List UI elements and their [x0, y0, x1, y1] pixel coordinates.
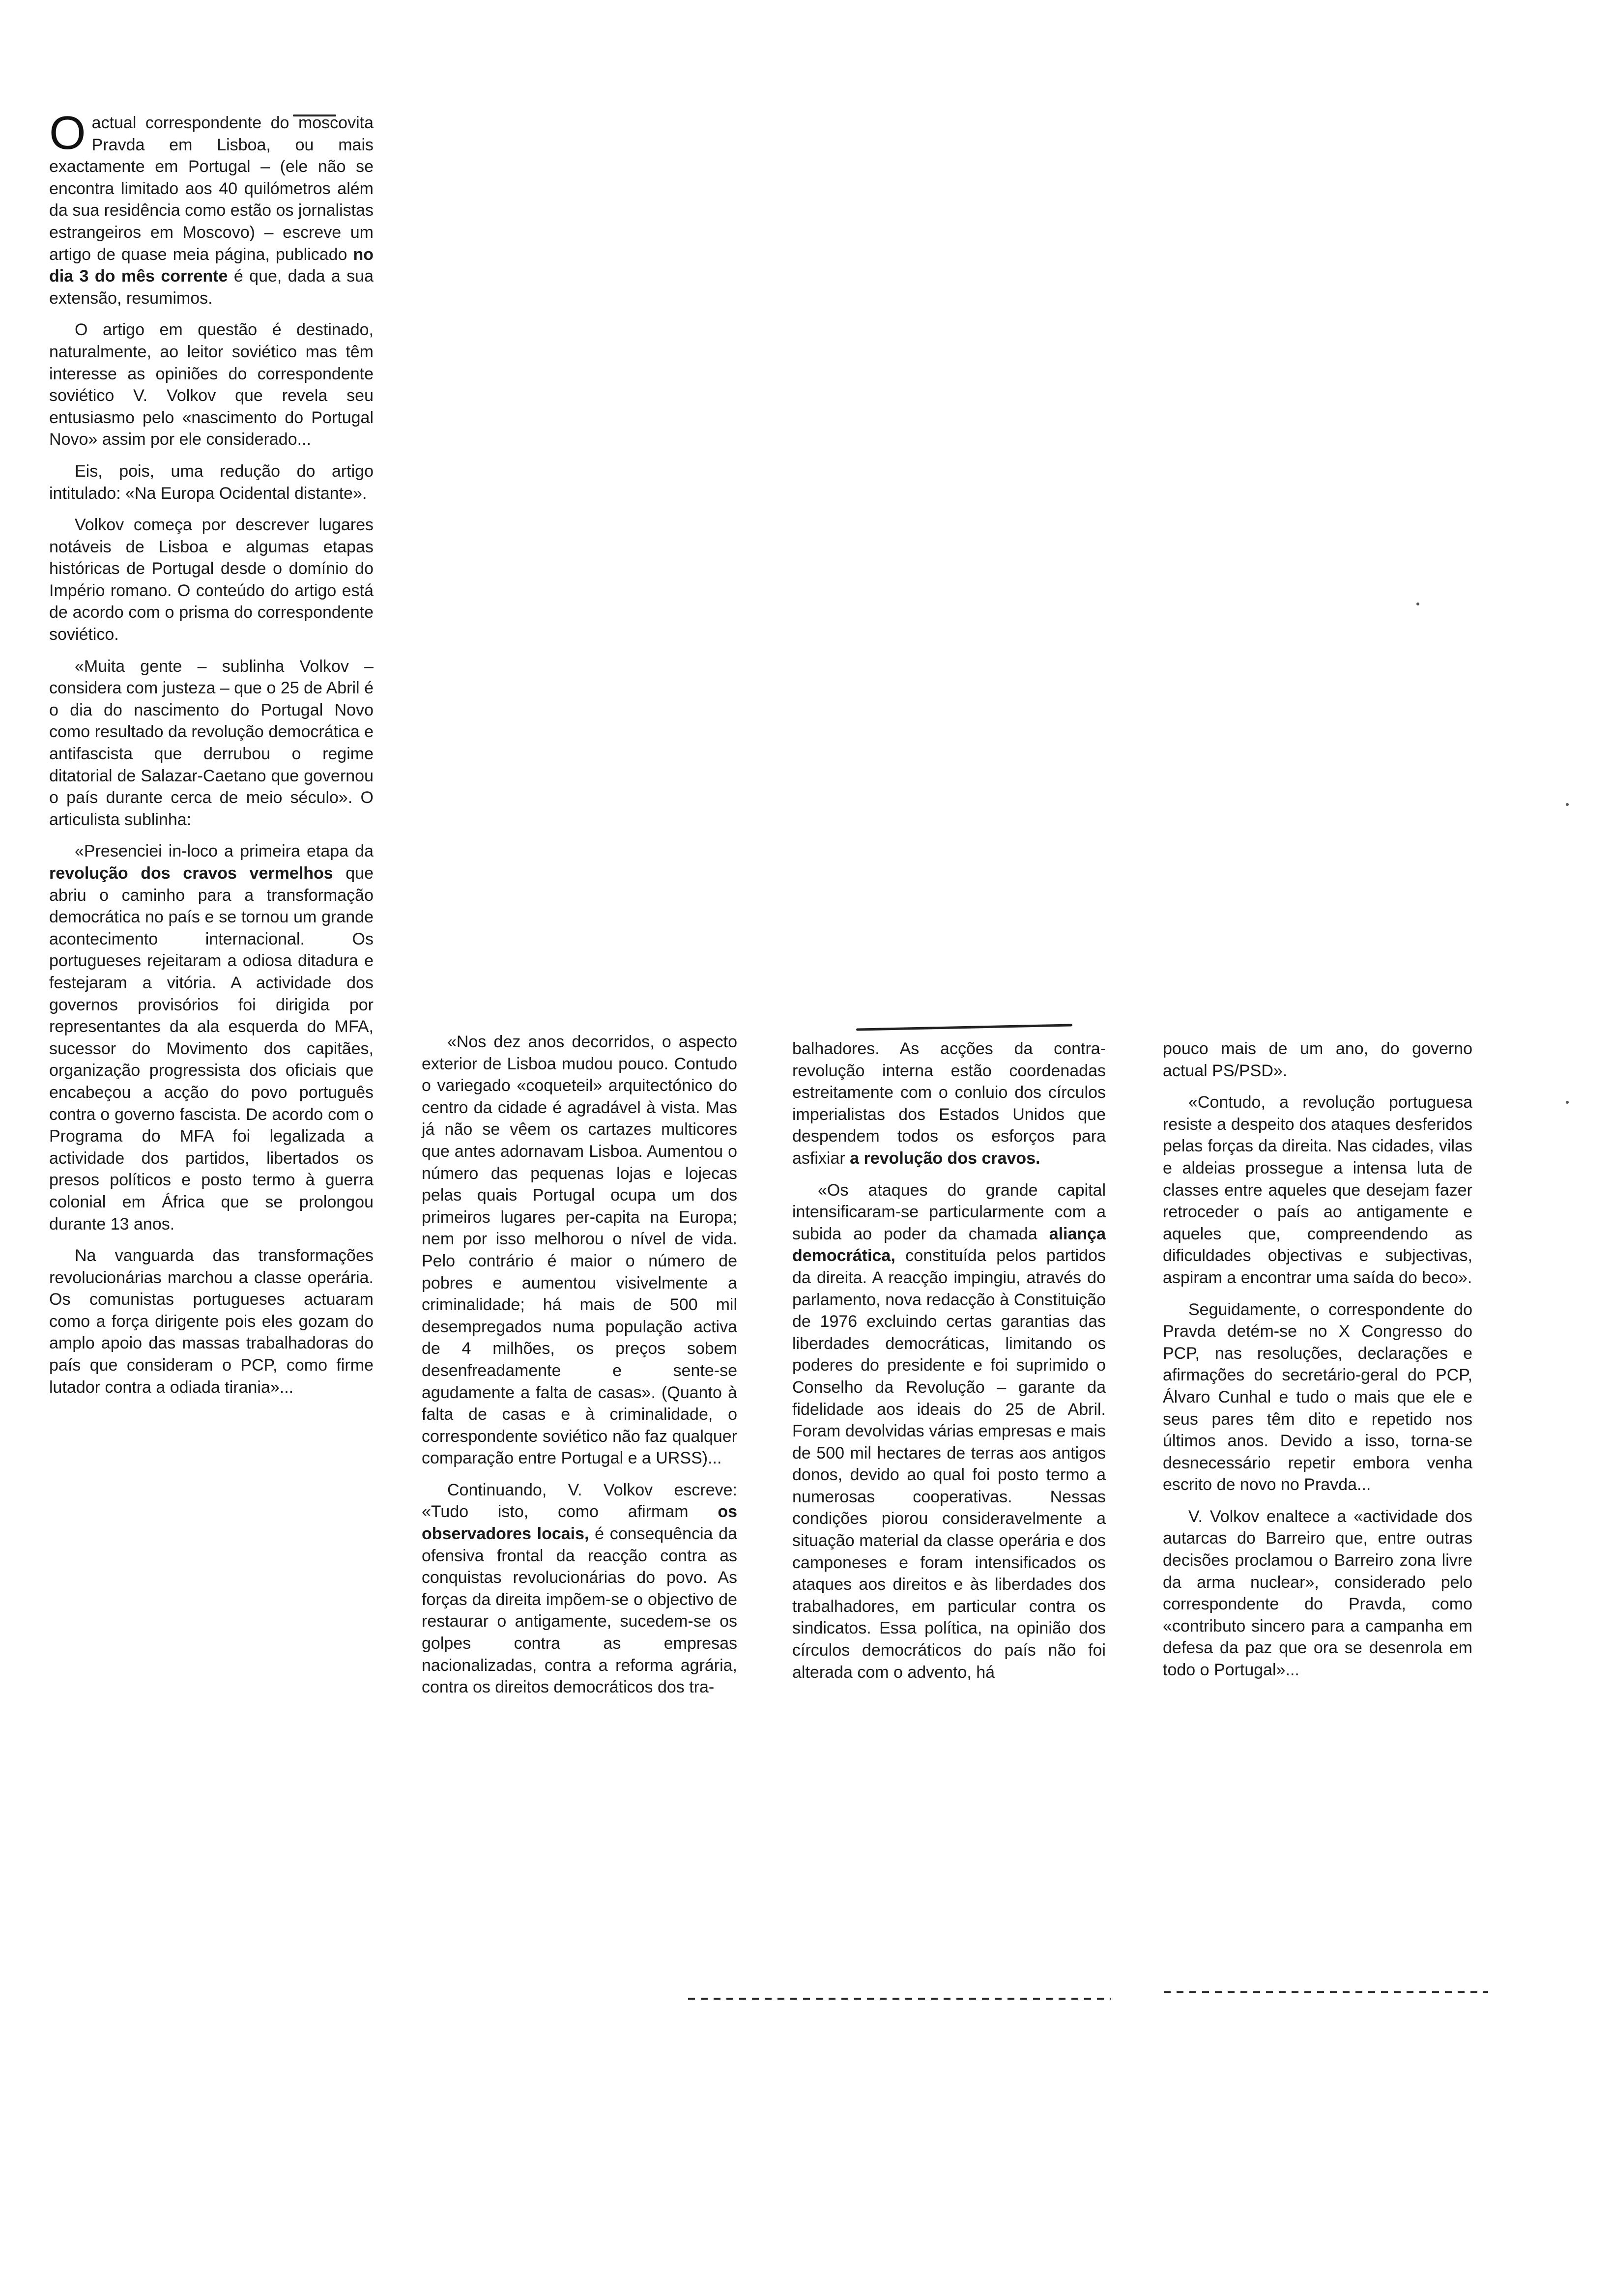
paragraph: Volkov começa por descrever lugares notáveis de Lisboa e algumas etapas históricas de Portugal desde o domínio do Império romano. O conteúdo do artigo está de acordo com o prisma do correspondente soviético.	[49, 516, 374, 644]
paragraph: Seguidamente, o correspondente do Pravda detém-se no X Congresso do PCP, nas resoluções, declarações e afirmações do secretário-geral do PCP, Álvaro Cunhal e tudo o mais que ele e seus pares têm dito e repetido nos últimos anos. Devido a isso, torna-se desnecessário repetir embora venha escrito de novo no Pravda...	[1163, 1300, 1472, 1494]
column-rule-col3	[856, 1024, 1072, 1031]
drop-cap: O	[49, 107, 86, 159]
paragraph: V. Volkov enaltece a «actividade dos autarcas do Barreiro que, entre outras decisões proclamou o Barreiro zona livre da arma nuclear», considerado pelo correspondente do Pravda, como «contributo sincero para a campanha em defesa da paz que ora se desenrola em todo o Portugal»...	[1163, 1507, 1472, 1680]
paragraph: pouco mais de um ano, do governo actual PS/PSD».	[1163, 1039, 1472, 1080]
margin-mark-2	[1566, 803, 1569, 806]
paragraph: «Os ataques do grande capital intensificaram-se particularmente com a subida ao poder da chamada aliança democrática, constituída pelos partidos da direita. A reacção impingiu, através do parlamento, nova redacção à Constituição de 1976 excluindo certas garantias das liberdades democráticas, limitando os poderes do presidente e foi suprimido o Conselho da Revolução – garante da fidelidade aos ideais do 25 de Abril. Foram devolvidas várias empresas e mais de 500 mil hectares de terras aos antigos donos, devido ao qual foi posto termo a numerosas cooperativas. Nessas condições piorou consideravelmente a situação material da classe operária e dos camponeses e foram intensificados os ataques aos direitos e às liberdades dos trabalhadores, em particular contra os sindicatos. Essa política, na opinião dos círculos democráticos do país não foi alterada com o advento, há	[792, 1180, 1106, 1682]
article-column-3	[792, 1038, 1106, 1683]
paragraph: «Presenciei in-loco a primeira etapa da revolução dos cravos vermelhos que abriu o caminho para a transformação democrática no país e se tornou um grande acontecimento internacional. Os portugueses rejeitaram a odiosa ditadura e festejaram a vitória. A actividade dos governos provisórios foi dirigida por representantes da ala esquerda do MFA, sucessor do Movimento dos capitães, organização progressista dos oficiais que encabeçou a acção do povo português contra o governo fascista. De acordo com o Programa do MFA foi legalizada a actividade dos partidos, libertados os presos políticos e posto termo à guerra colonial em África que se prolongou durante 13 anos.	[49, 842, 374, 1234]
paragraph: O actual correspondente do moscovita Pravda em Lisboa, ou mais exactamente em Portugal – (ele não se encontra limitado aos 40 quilómetros além da sua residência como estão os jornalistas estrangeiros em Moscovo) – escreve um artigo de quase meia página, publicado no dia 3 do mês corrente é que, dada a sua extensão, resumimos.	[49, 107, 374, 308]
paragraph: Na vanguarda das transformações revolucionárias marchou a classe operária. Os comunistas portugueses actuaram como a força dirigente pois eles gozam do amplo apoio das massas trabalhadoras do país que consideram o PCP, como firme lutador contra a odiada tirania»...	[49, 1246, 374, 1397]
article-column-2	[422, 1031, 737, 1698]
paragraph: balhadores. As acções da contra-revolução interna estão coordenadas estreitamente com o conluio dos círculos imperialistas dos Estados Unidos que despendem todos os esforços para asfixiar a revolução dos cravos.	[792, 1039, 1106, 1168]
paragraph: «Contudo, a revolução portuguesa resiste a despeito dos ataques desferidos pelas forças da direita. Nas cidades, vilas e aldeias prossegue a intensa luta de classes entre aqueles que desejam fazer retroceder o país ao antigamente e aqueles que, compreendendo as dificuldades objectivas e subjectivas, aspiram a encontrar uma saída do beco».	[1163, 1093, 1472, 1287]
paragraph: Continuando, V. Volkov escreve: «Tudo isto, como afirmam os observadores locais, é consequência da ofensiva frontal da reacção contra as conquistas revolucionárias do povo. As forças da direita impõem-se o objectivo de restaurar o antigamente, sucedem-se os golpes contra as empresas nacionalizadas, contra a reforma agrária, contra os direitos democráticos dos tra-	[422, 1480, 738, 1697]
paragraph: O artigo em questão é destinado, naturalmente, ao leitor soviético mas têm interesse as opiniões do correspondente soviético V. Volkov que revela seu entusiasmo pelo «nascimento do Portugal Novo» assim por ele considerado...	[49, 320, 374, 449]
bottom-rule-col4	[1164, 1991, 1488, 1993]
bottom-rule-col3	[688, 1998, 1111, 2000]
paragraph: Eis, pois, uma redução do artigo intitulado: «Na Europa Ocidental distante».	[49, 461, 374, 503]
paragraph: «Muita gente – sublinha Volkov – considera com justeza – que o 25 de Abril é o dia do nascimento do Portugal Novo como resultado da revolução democrática e antifascista que derrubou o regime ditatorial de Salazar-Caetano que governou o país durante cerca de meio século». O articulista sublinha:	[49, 657, 374, 829]
margin-mark-3	[1566, 1101, 1569, 1104]
paragraph: «Nos dez anos decorridos, o aspecto exterior de Lisboa mudou pouco. Contudo o variegado «coqueteil» arquitectónico do centro da cidade é agradável à vista. Mas já não se vêem os cartazes multicores que antes adornavam Lisboa. Aumentou o número das pequenas lojas e lojecas pelas quais Portugal ocupa um dos primeiros lugares per-capita na Europa; nem por isso melhorou o nível de vida. Pelo contrário é maior o número de pobres e aumentou visivelmente a criminalidade; há mais de 500 mil desempregados numa população activa de 4 milhões, os preços sobem desenfreadamente e sente-se agudamente a falta de casas». (Quanto à falta de casas e à criminalidade, o correspondente soviético não faz qualquer comparação entre Portugal e a URSS)...	[422, 1033, 737, 1468]
margin-mark-1	[1416, 603, 1419, 605]
article-column-1	[49, 107, 374, 1398]
article-column-4	[1163, 1038, 1472, 1681]
